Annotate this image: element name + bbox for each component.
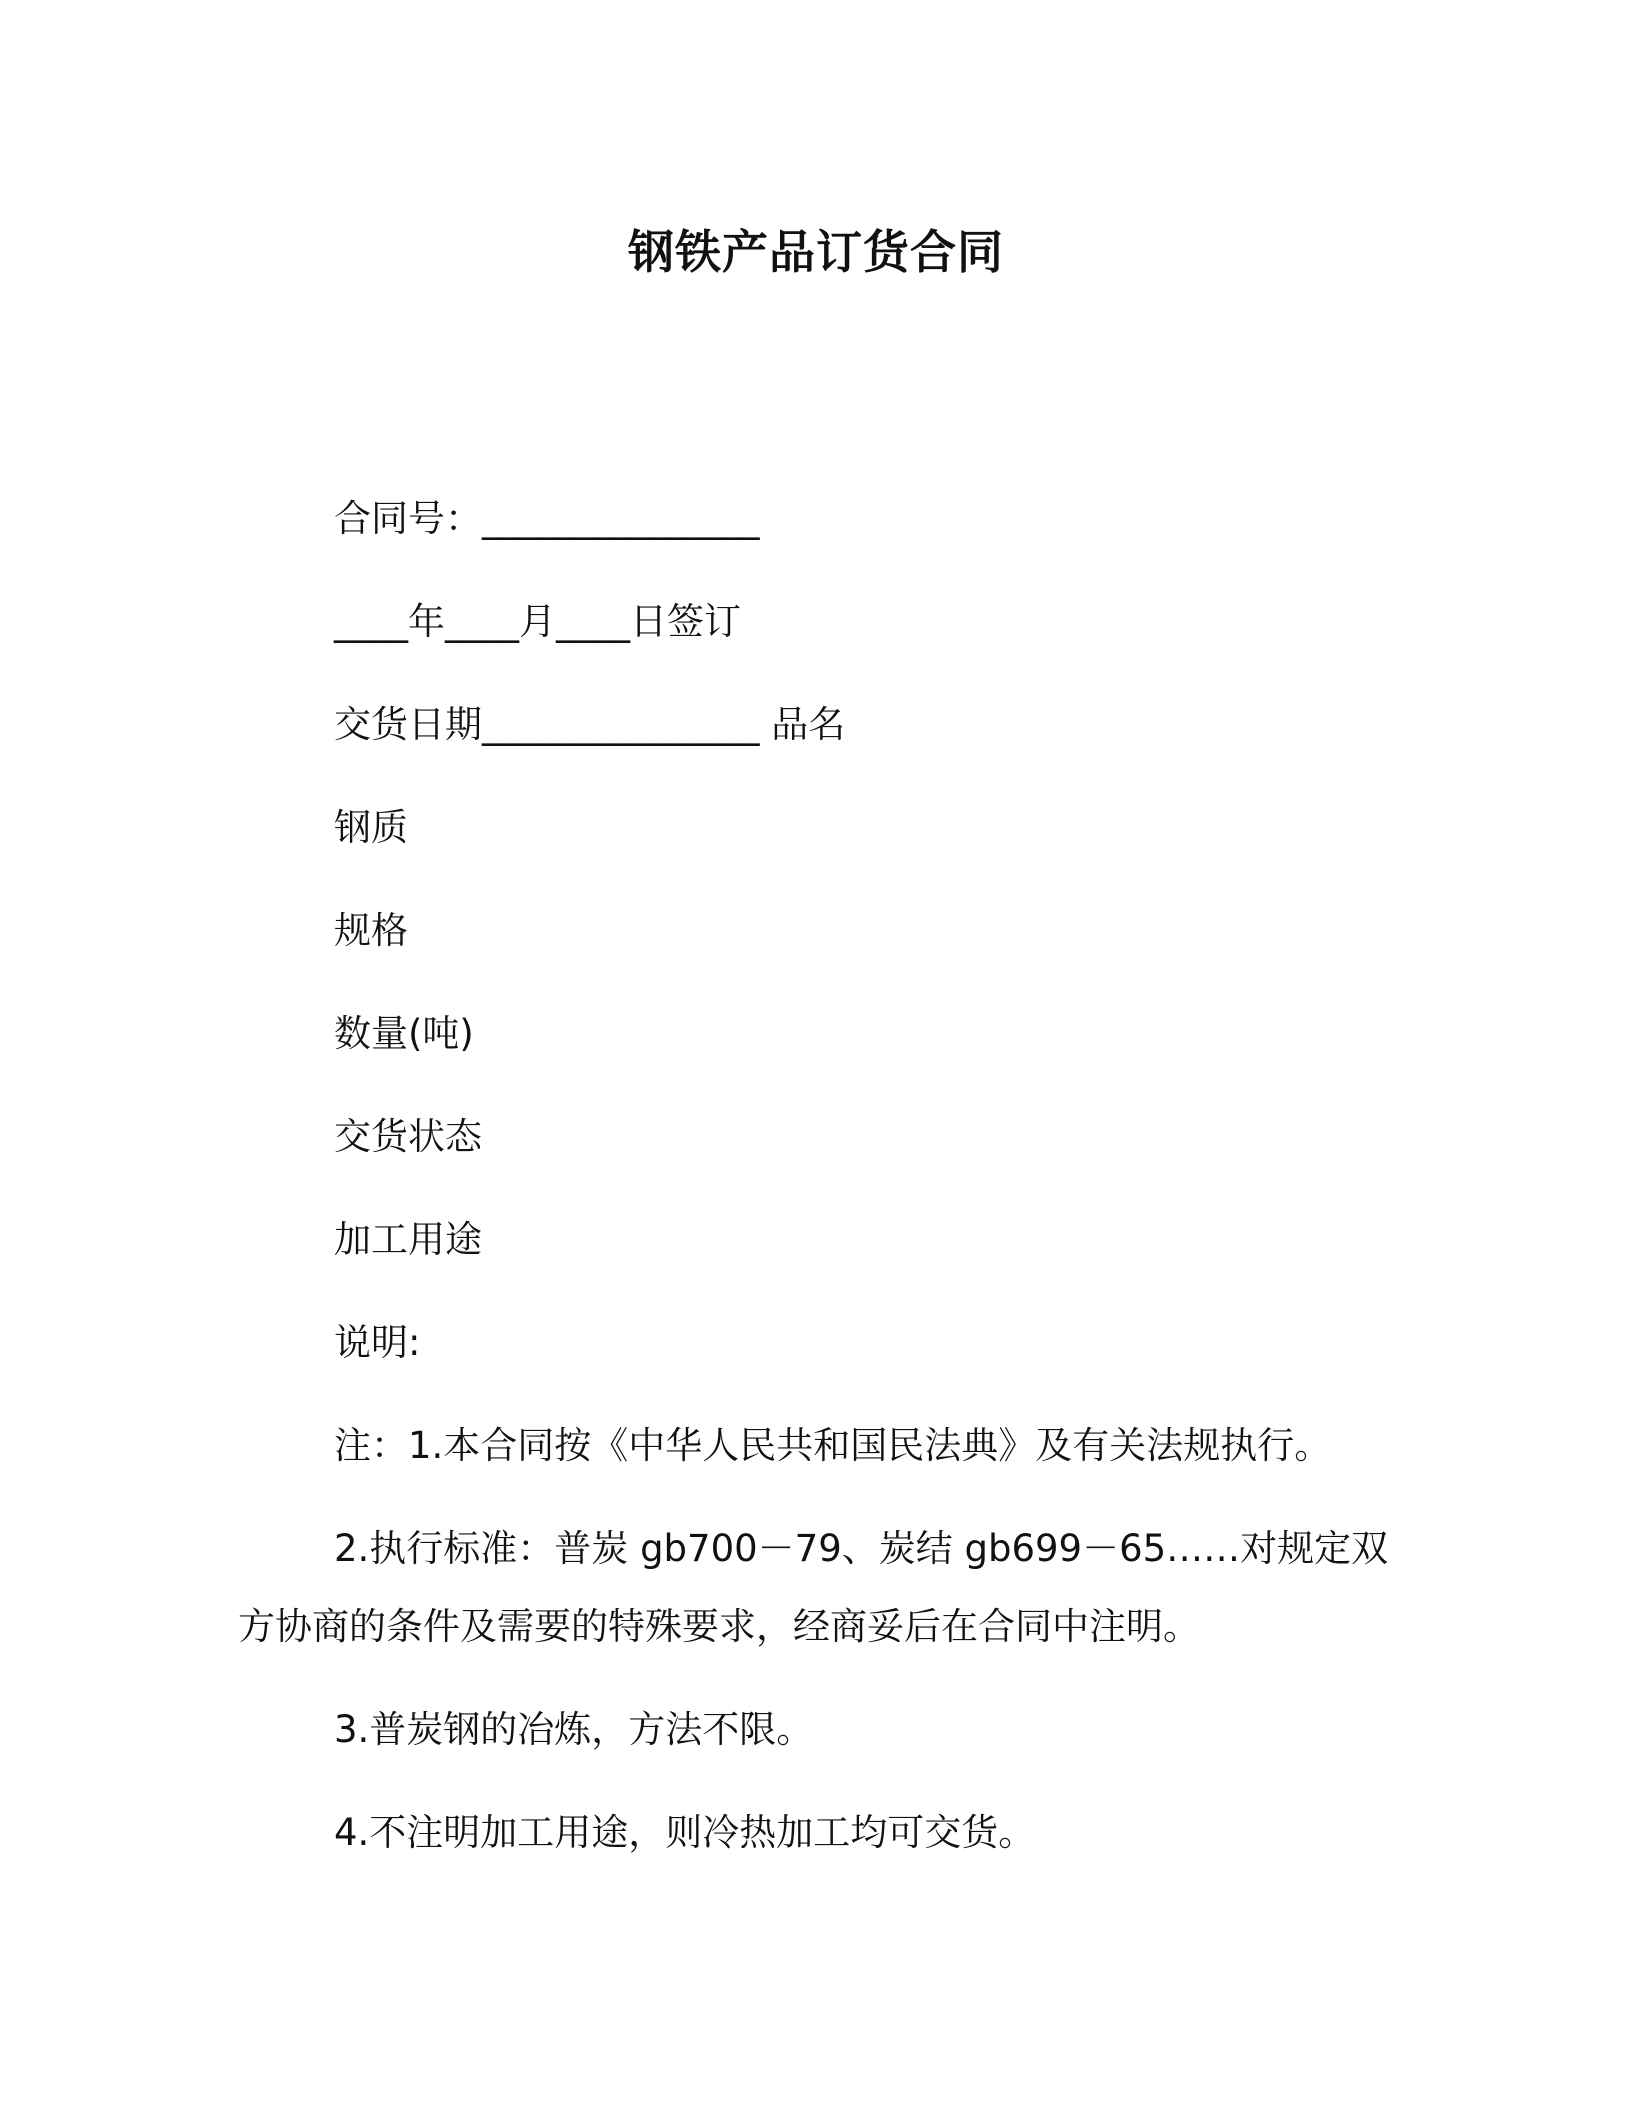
note-4: 4.不注明加工用途，则冷热加工均可交货。 [334,1811,1036,1854]
description-line: 说明: [334,1321,421,1364]
contract-number-line: 合同号：_______________ [334,497,760,540]
document-title: 钢铁产品订货合同 [628,225,1004,279]
note-1: 注：1.本合同按《中华人民共和国民法典》及有关法规执行。 [334,1424,1332,1467]
quantity-line: 数量(吨) [334,1012,474,1055]
sign-date-line: ____年____月____日签订 [334,600,741,643]
delivery-state-line: 交货状态 [334,1115,482,1158]
note-2: 2.执行标准：普炭 gb700－79、炭结 gb699－65……对规定双方协商的条件及需要的特殊要求，经商妥后在合同中注明。 [238,1527,1389,1648]
specification-line: 规格 [334,909,408,952]
note-3: 3.普炭钢的冶炼，方法不限。 [334,1708,814,1751]
steel-grade-line: 钢质 [334,806,408,849]
delivery-date-line: 交货日期_______________ 品名 [334,703,846,746]
processing-use-line: 加工用途 [334,1218,482,1261]
